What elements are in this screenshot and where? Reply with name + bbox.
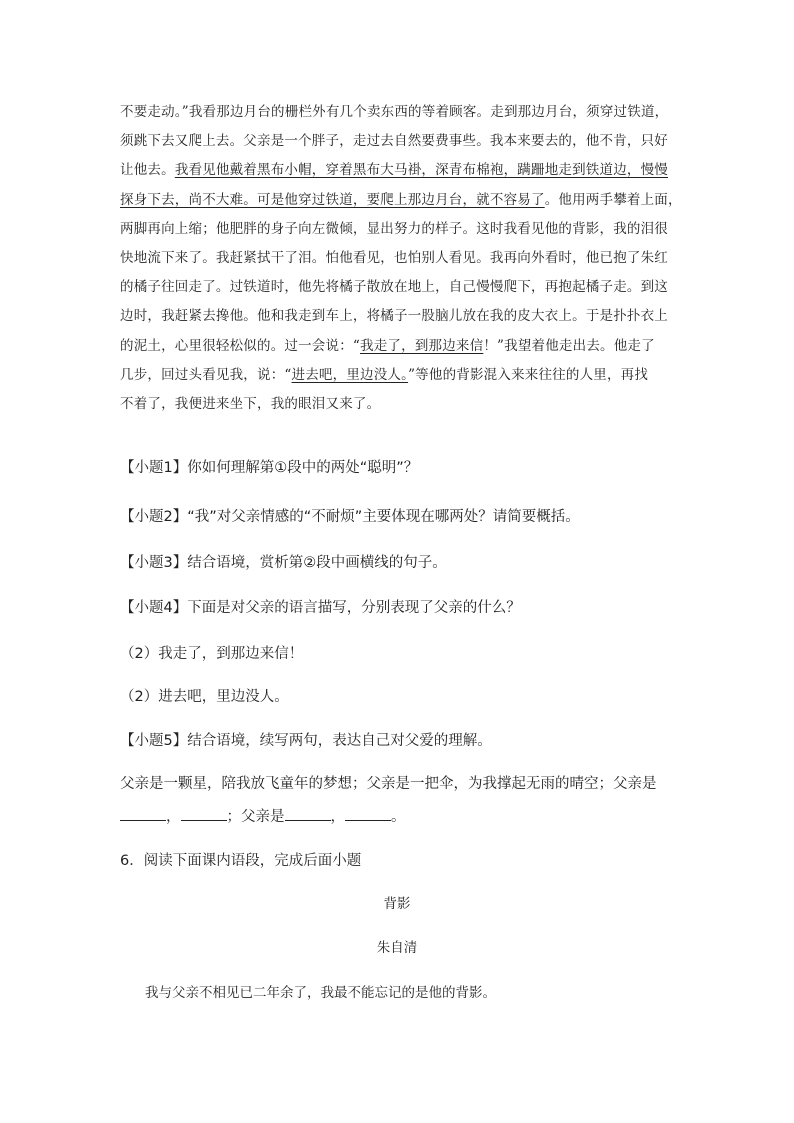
essay-first-line: 我与父亲不相见已二年余了，我最不能忘记的是他的背影。 — [145, 985, 496, 1001]
passage-line — [120, 302, 676, 331]
question-4: 【小题4】下面是对父亲的语言描写，分别表现了父亲的什么？ — [120, 600, 521, 616]
passage-text-segment: 的泥土，心里很轻松似的。过一会说：“ — [120, 337, 361, 354]
section-6-heading: 6．阅读下面课内语段，完成后面小题 — [120, 853, 362, 869]
passage-line — [120, 361, 676, 390]
question-4-item-a: （2）我走了，到那边来信！ — [120, 646, 304, 662]
question-1: 【小题1】你如何理解第①段中的两处“聪明”？ — [120, 460, 419, 476]
passage-text-segment: 。他用两手攀着上面， — [544, 191, 682, 208]
essay-author: 朱自清 — [376, 940, 418, 956]
question-4-item-b: （2）进去吧，里边没人。 — [120, 689, 289, 705]
passage-text-segment: 不着了，我便进来坐下，我的眼泪又来了。 — [120, 396, 381, 413]
passage-line — [120, 273, 676, 302]
passage-line — [120, 186, 682, 215]
passage-text-segment: 不要走动。”我看那边月台的栅栏外有几个卖东西的等着顾客。走到那边月台，须穿过铁道， — [120, 104, 669, 120]
passage-text — [120, 98, 682, 419]
question-5-prompt-line2: ， ；父亲是 ， 。 — [120, 805, 406, 826]
question-3: 【小题3】结合语境，赏析第②段中画横线的句子。 — [120, 555, 447, 571]
question-5-prompt-line1: 父亲是一颗星，陪我放飞童年的梦想；父亲是一把伞，为我撑起无雨的晴空；父亲是 — [120, 776, 657, 792]
passage-text-segment: 让他去。 — [120, 162, 175, 179]
underlined-sentence: 探身下去，尚不大难。可是他穿过铁道，要爬上那边月台，就不容易了 — [120, 191, 545, 208]
passage-text-segment: 几步，回过头看见我，说：“ — [120, 366, 292, 383]
question-5: 【小题5】结合语境，续写两句，表达自己对父爱的理解。 — [120, 733, 492, 749]
passage-line — [120, 127, 676, 156]
passage-text-segment: 的橘子往回走了。过铁道时，他先将橘子散放在地上，自己慢慢爬下，再抱起橘子走。到这 — [120, 279, 668, 296]
passage-text-segment: 须跳下去又爬上去。父亲是一个胖子，走过去自然要费事些。我本来要去的，他不肯，只好 — [120, 133, 668, 150]
passage-line — [120, 98, 676, 127]
underlined-sentence: 进去吧，里边没人。 — [291, 366, 409, 383]
answer-blank[interactable] — [181, 808, 227, 821]
answer-blank[interactable] — [120, 808, 166, 821]
underlined-sentence: 我看见他戴着黑布小帽，穿着黑布大马褂，深青布棉袍，蹒跚地走到铁道边，慢慢 — [174, 162, 669, 179]
passage-line — [120, 332, 676, 361]
passage-line — [120, 390, 676, 419]
passage-text-segment: 边时，我赶紧去搀他。他和我走到车上，将橘子一股脑儿放在我的皮大衣上。于是扑扑衣上 — [120, 308, 668, 325]
underlined-sentence: 我走了，到那边来信 — [360, 337, 484, 354]
answer-blank[interactable] — [285, 808, 331, 821]
passage-line — [120, 156, 676, 185]
answer-blank[interactable] — [345, 808, 391, 821]
question-2: 【小题2】“我”对父亲情感的“不耐烦”主要体现在哪两处？请简要概括。 — [120, 509, 580, 525]
essay-title: 背影 — [383, 896, 411, 912]
passage-text-segment: 快地流下来了。我赶紧拭干了泪。怕他看见，也怕别人看见。我再向外看时，他已抱了朱红 — [120, 250, 668, 267]
passage-text-segment: 两脚再向上缩；他肥胖的身子向左微倾，显出努力的样子。这时我看见他的背影，我的泪很 — [120, 220, 668, 237]
passage-text-segment: ！”我望着他走出去。他走了 — [483, 337, 655, 354]
passage-text-segment: ”等他的背影混入来来往往的人里，再找 — [408, 366, 649, 383]
passage-line — [120, 215, 676, 244]
passage-line — [120, 244, 676, 273]
